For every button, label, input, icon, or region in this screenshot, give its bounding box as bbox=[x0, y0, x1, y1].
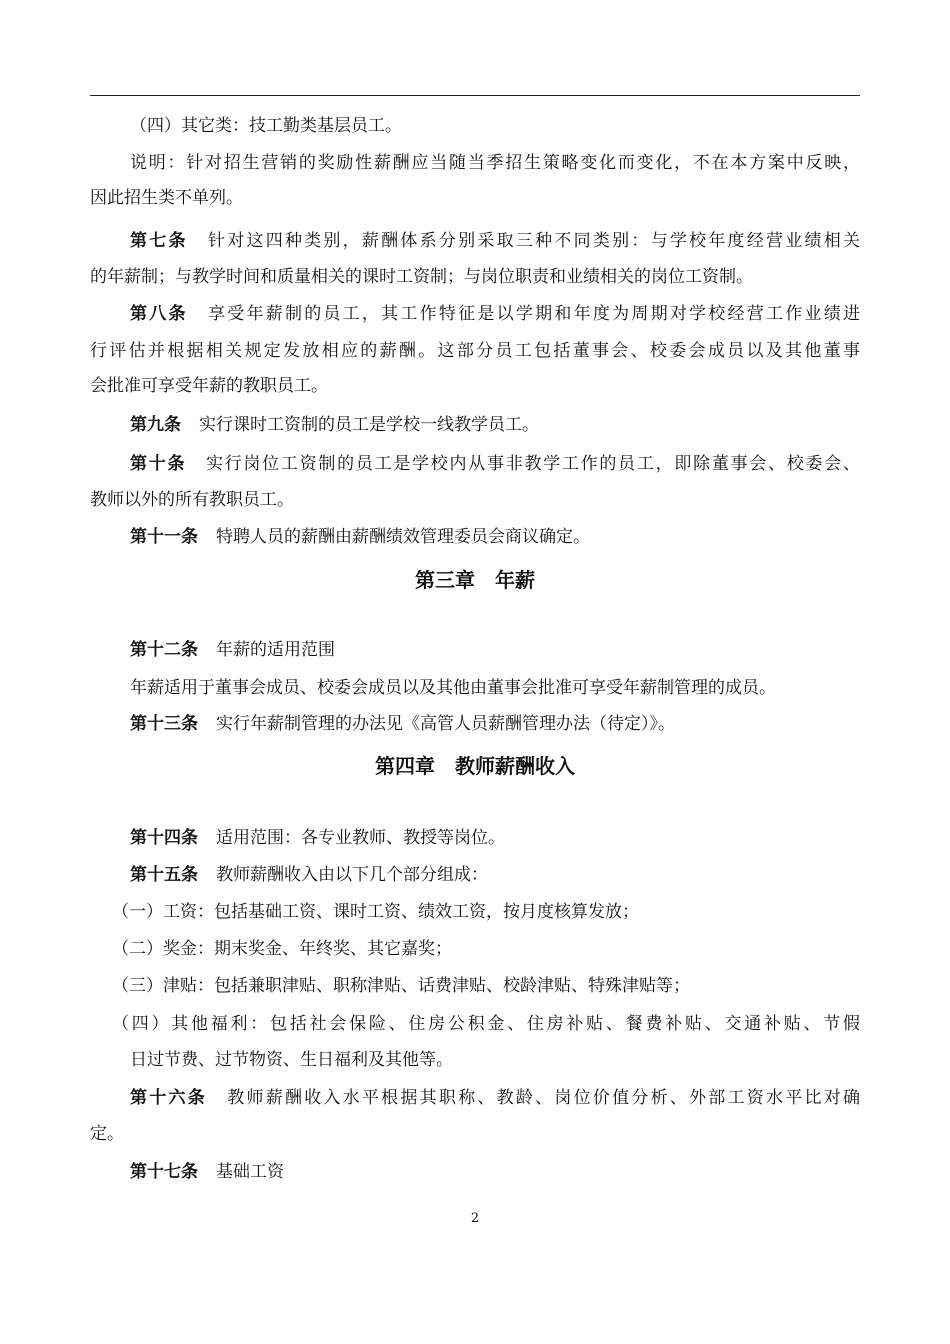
article-text: 针对这四种类别，薪酬体系分别采取三种不同类别：与学校年度经营业绩相关 bbox=[205, 231, 861, 251]
chapter-heading: 第四章 教师薪酬收入 bbox=[375, 754, 575, 778]
article-8 bbox=[130, 302, 860, 326]
list-item: （三）津贴：包括兼职津贴、职称津贴、话费津贴、校龄津贴、特殊津贴等； bbox=[112, 976, 690, 996]
article-text: 享受年薪制的员工，其工作特征是以学期和年度为周期对学校经营工作业绩进 bbox=[205, 304, 861, 324]
article-text: 教师薪酬收入水平根据其职称、教龄、岗位价值分析、外部工资水平比对确 bbox=[224, 1088, 861, 1108]
article-label: 第七条 bbox=[130, 231, 188, 251]
chapter-heading: 第三章 年薪 bbox=[415, 568, 535, 592]
paragraph: 定。 bbox=[90, 1124, 124, 1144]
article-text: 年薪的适用范围 bbox=[216, 640, 335, 660]
paragraph: 教师以外的所有教职员工。 bbox=[90, 490, 294, 510]
article-label: 第十二条 bbox=[130, 640, 198, 660]
article-12 bbox=[130, 638, 860, 662]
page-number: 2 bbox=[470, 1211, 480, 1226]
article-16 bbox=[130, 1086, 860, 1110]
paragraph: （四）其它类：技工勤类基层员工。 bbox=[130, 116, 402, 136]
article-text: 适用范围：各专业教师、教授等岗位。 bbox=[216, 828, 505, 848]
paragraph: 会批准可享受年薪的教职员工。 bbox=[90, 376, 328, 396]
article-text: 实行课时工资制的员工是学校一线教学员工。 bbox=[199, 415, 539, 435]
list-item-cont: 日过节费、过节物资、生日福利及其他等。 bbox=[130, 1050, 453, 1070]
header-rule bbox=[90, 95, 860, 96]
article-label: 第十六条 bbox=[130, 1088, 207, 1108]
paragraph: 年薪适用于董事会成员、校委会成员以及其他由董事会批准可享受年薪制管理的成员。 bbox=[130, 678, 776, 698]
article-15 bbox=[130, 863, 860, 887]
article-10 bbox=[130, 452, 860, 476]
article-label: 第九条 bbox=[130, 415, 181, 435]
article-label: 第十五条 bbox=[130, 865, 198, 885]
article-label: 第十七条 bbox=[130, 1162, 198, 1182]
article-text: 特聘人员的薪酬由薪酬绩效管理委员会商议确定。 bbox=[216, 527, 590, 547]
paragraph: 因此招生类不单列。 bbox=[90, 188, 243, 208]
article-text: 教师薪酬收入由以下几个部分组成： bbox=[216, 865, 488, 885]
article-label: 第十一条 bbox=[130, 527, 198, 547]
article-17 bbox=[130, 1160, 860, 1184]
article-label: 第十四条 bbox=[130, 828, 198, 848]
article-label: 第八条 bbox=[130, 304, 188, 324]
article-text: 基础工资 bbox=[216, 1162, 284, 1182]
article-text: 实行年薪制管理的办法见《高管人员薪酬管理办法（待定）》。 bbox=[216, 714, 675, 734]
paragraph: 行评估并根据相关规定发放相应的薪酬。这部分员工包括董事会、校委会成员以及其他董事 bbox=[90, 341, 860, 361]
article-text: 实行岗位工资制的员工是学校内从事非教学工作的员工，即除董事会、校委会、 bbox=[204, 454, 861, 474]
article-label: 第十条 bbox=[130, 454, 187, 474]
article-9 bbox=[130, 413, 860, 437]
article-11 bbox=[130, 525, 860, 549]
article-14 bbox=[130, 826, 860, 850]
paragraph: 的年薪制；与教学时间和质量相关的课时工资制；与岗位职责和业绩相关的岗位工资制。 bbox=[90, 267, 753, 287]
article-7 bbox=[130, 229, 860, 253]
article-13 bbox=[130, 712, 860, 736]
list-item: （一）工资：包括基础工资、课时工资、绩效工资，按月度核算发放； bbox=[112, 902, 639, 922]
article-label: 第十三条 bbox=[130, 714, 198, 734]
list-item: （二）奖金：期末奖金、年终奖、其它嘉奖； bbox=[112, 939, 452, 959]
paragraph: 说明：针对招生营销的奖励性薪酬应当随当季招生策略变化而变化，不在本方案中反映， bbox=[130, 153, 860, 173]
list-item: （四）其他福利：包括社会保险、住房公积金、住房补贴、餐费补贴、交通补贴、节假 bbox=[112, 1014, 860, 1034]
